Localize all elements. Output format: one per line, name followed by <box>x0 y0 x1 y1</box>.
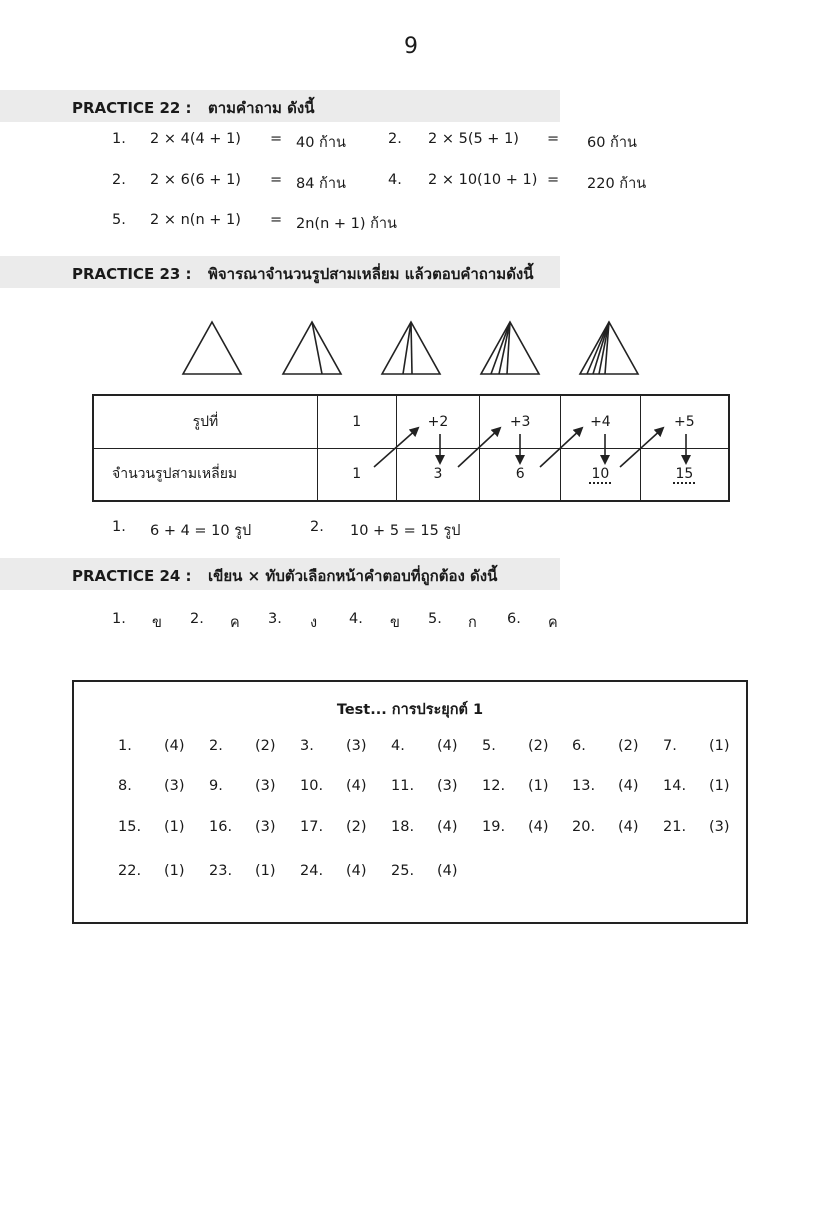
p24-ans-5: ก <box>468 615 477 631</box>
test-answer-choice: (3) <box>437 778 458 794</box>
row2-cell-5 <box>640 448 729 501</box>
test-question-number: 13. <box>572 778 596 794</box>
practice-23-title: พิจารณาจำนวนรูปสามเหลี่ยม แล้วตอบคำถามดังนี้ <box>208 265 534 283</box>
p23-ans-1: 6 + 4 = 10 รูป <box>150 523 252 539</box>
p24-num-6: 6. <box>507 611 521 627</box>
practice-24-label: PRACTICE 24 : <box>72 567 192 585</box>
test-question-number: 11. <box>391 778 415 794</box>
test-question-number: 9. <box>209 778 223 794</box>
test-question-number: 19. <box>482 819 506 835</box>
row2-header: จำนวนรูปสามเหลี่ยม <box>93 448 317 501</box>
triangle-count-table <box>92 394 730 502</box>
p24-num-1: 1. <box>112 611 126 627</box>
test-answer-choice: (2) <box>346 819 367 835</box>
test-question-number: 10. <box>300 778 324 794</box>
p23-ans-2: 10 + 5 = 15 รูป <box>350 523 461 539</box>
p23-ans-num-1: 1. <box>112 519 126 535</box>
triangle-figure-4 <box>481 322 539 374</box>
practice-24-title: เขียน × ทับตัวเลือกหน้าคำตอบที่ถูกต้อง ดังนี้ <box>208 567 498 585</box>
test-answer-choice: (3) <box>255 778 276 794</box>
practice-22-label: PRACTICE 22 : <box>72 99 192 117</box>
p24-num-2: 2. <box>190 611 204 627</box>
p22-num-2: 2. <box>388 131 402 147</box>
row1-header: รูปที่ <box>93 395 317 448</box>
triangle-figures <box>170 318 650 380</box>
p22-expr-4: 2 × 10(10 + 1) <box>428 172 538 188</box>
practice-23-heading <box>72 262 534 286</box>
p22-ans-1: 40 ก้าน <box>296 135 346 151</box>
test-question-number: 14. <box>663 778 687 794</box>
p24-ans-6: ค <box>548 615 558 631</box>
page-number: 9 <box>404 34 418 59</box>
p22-expr-1: 2 × 4(4 + 1) <box>150 131 241 147</box>
test-answer-choice: (2) <box>618 738 639 754</box>
p24-ans-2: ค <box>230 615 240 631</box>
p22-eq-5: = <box>270 212 283 228</box>
test-answer-choice: (3) <box>709 819 730 835</box>
test-answer-choice: (4) <box>346 863 367 879</box>
test-question-number: 18. <box>391 819 415 835</box>
p22-num-3: 2. <box>112 172 126 188</box>
triangle-figure-5 <box>580 322 638 374</box>
test-question-number: 4. <box>391 738 405 754</box>
p24-ans-3: ง <box>310 615 318 631</box>
practice-22-heading <box>72 96 314 120</box>
row2-cell-4 <box>561 448 641 501</box>
test-answer-choice: (4) <box>164 738 185 754</box>
test-answer-choice: (4) <box>618 819 639 835</box>
blank-answer-10: 10 <box>591 466 610 483</box>
p22-num-1: 1. <box>112 131 126 147</box>
test-answer-choice: (4) <box>437 738 458 754</box>
test-answer-choice: (3) <box>255 819 276 835</box>
test-question-number: 12. <box>482 778 506 794</box>
p22-eq-3: = <box>270 172 283 188</box>
test-question-number: 16. <box>209 819 233 835</box>
blank-answer-15: 15 <box>675 466 694 483</box>
test-question-number: 20. <box>572 819 596 835</box>
test-question-number: 2. <box>209 738 223 754</box>
p22-expr-3: 2 × 6(6 + 1) <box>150 172 241 188</box>
p24-ans-1: ข <box>152 615 162 631</box>
test-answer-choice: (1) <box>164 819 185 835</box>
test-answer-choice: (1) <box>164 863 185 879</box>
test-question-number: 5. <box>482 738 496 754</box>
p22-ans-5: 2n(n + 1) ก้าน <box>296 216 397 232</box>
test-question-number: 25. <box>391 863 415 879</box>
row1-cell-1: 1 <box>317 395 396 448</box>
test-question-number: 23. <box>209 863 233 879</box>
row2-cell-3: 6 <box>480 448 561 501</box>
test-title: Test... การประยุกต์ 1 <box>336 702 484 718</box>
test-question-number: 6. <box>572 738 586 754</box>
row2-cell-1: 1 <box>317 448 396 501</box>
row1-cell-5: +5 <box>640 395 729 448</box>
triangle-figure-1 <box>183 322 241 374</box>
p22-ans-3: 84 ก้าน <box>296 176 346 192</box>
p23-ans-num-2: 2. <box>310 519 324 535</box>
row2-cell-2: 3 <box>396 448 480 501</box>
table-row <box>93 395 729 448</box>
test-answer-choice: (4) <box>437 819 458 835</box>
test-question-number: 24. <box>300 863 324 879</box>
p22-expr-5: 2 × n(n + 1) <box>150 212 241 228</box>
p24-num-4: 4. <box>349 611 363 627</box>
test-answer-choice: (4) <box>346 778 367 794</box>
test-question-number: 8. <box>118 778 132 794</box>
test-answer-choice: (1) <box>528 778 549 794</box>
row1-cell-4: +4 <box>561 395 641 448</box>
p24-num-5: 5. <box>428 611 442 627</box>
table-row <box>93 448 729 501</box>
test-answer-choice: (4) <box>437 863 458 879</box>
practice-23-label: PRACTICE 23 : <box>72 265 192 283</box>
p22-eq-4: = <box>547 172 560 188</box>
p22-eq-1: = <box>270 131 283 147</box>
p22-expr-2: 2 × 5(5 + 1) <box>428 131 519 147</box>
p24-num-3: 3. <box>268 611 282 627</box>
test-answer-choice: (3) <box>164 778 185 794</box>
p24-ans-4: ข <box>390 615 400 631</box>
test-question-number: 17. <box>300 819 324 835</box>
test-answer-box <box>72 680 748 924</box>
test-question-number: 15. <box>118 819 142 835</box>
test-answer-choice: (1) <box>709 738 730 754</box>
row1-cell-2: +2 <box>396 395 480 448</box>
test-question-number: 7. <box>663 738 677 754</box>
p22-ans-2: 60 ก้าน <box>587 135 637 151</box>
p22-num-5: 5. <box>112 212 126 228</box>
test-answer-choice: (1) <box>255 863 276 879</box>
test-answer-choice: (2) <box>528 738 549 754</box>
test-question-number: 21. <box>663 819 687 835</box>
row1-cell-3: +3 <box>480 395 561 448</box>
p22-num-4: 4. <box>388 172 402 188</box>
test-answer-choice: (2) <box>255 738 276 754</box>
practice-22-title: ตามคำถาม ดังนี้ <box>208 99 315 117</box>
test-answer-choice: (3) <box>346 738 367 754</box>
p22-ans-4: 220 ก้าน <box>587 176 647 192</box>
practice-24-heading <box>72 564 497 588</box>
triangle-figure-3 <box>382 322 440 374</box>
triangle-figure-2 <box>283 322 341 374</box>
test-question-number: 1. <box>118 738 132 754</box>
test-answer-choice: (4) <box>528 819 549 835</box>
test-answer-choice: (4) <box>618 778 639 794</box>
test-answer-choice: (1) <box>709 778 730 794</box>
p22-eq-2: = <box>547 131 560 147</box>
test-question-number: 22. <box>118 863 142 879</box>
test-question-number: 3. <box>300 738 314 754</box>
